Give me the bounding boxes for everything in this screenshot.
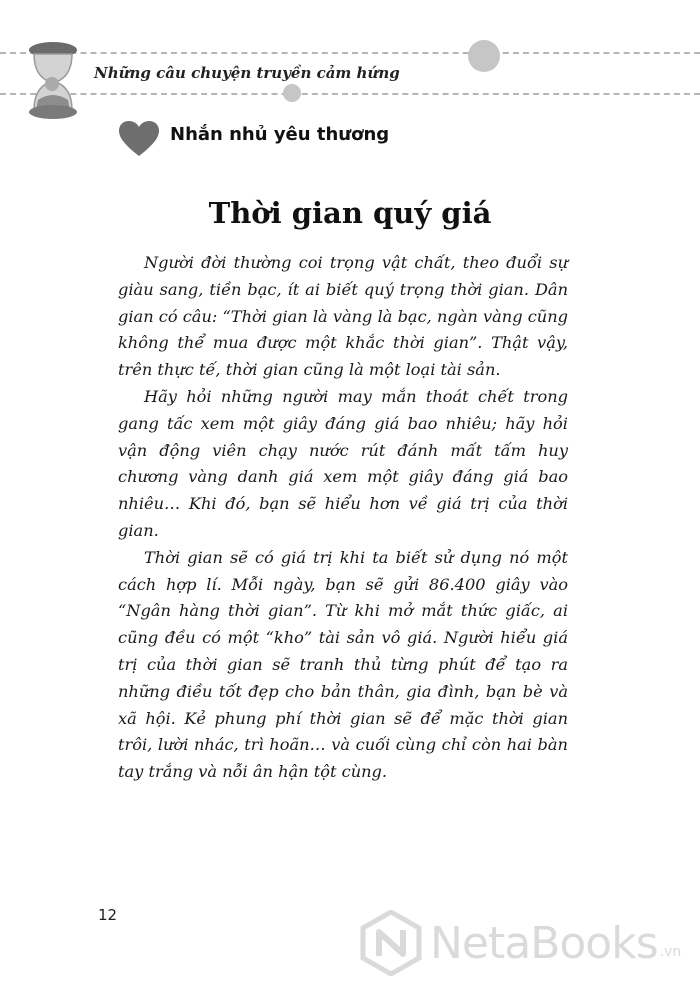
- header-dashed-line-bottom: [0, 93, 700, 95]
- story-body: [118, 250, 568, 786]
- header-dashed-line-top: [0, 52, 700, 54]
- paragraph: Hãy hỏi những người may mắn thoát chết trong gang tấc xem một giây đáng giá bao nhiêu; hãy hỏi vận động viên chạy nước rút đánh mất tấm huy chương vàng danh giá xem một giây đáng giá bao nhiêu… Khi đó, bạn sẽ hiểu hơn về giá trị của thời gian.: [118, 386, 568, 540]
- watermark-brand: NetaBooks: [430, 917, 658, 969]
- header-decor-circle-large: [468, 40, 500, 72]
- section-title: Nhắn nhủ yêu thương: [170, 124, 390, 145]
- netabooks-logo-icon: [360, 910, 422, 976]
- paragraph: Người đời thường coi trọng vật chất, theo đuổi sự giàu sang, tiền bạc, ít ai biết quý trọng thời gian. Dân gian có câu: “Thời gian là vàng là bạc, ngàn vàng cũng không thể mua được một khắc thời gian”. Thật vậy, trên thực tế, thời gian cũng là một loại tài sản.: [118, 253, 568, 380]
- header-decor-circle-small: [283, 84, 301, 102]
- heart-icon: [118, 120, 160, 158]
- series-title: Những câu chuyện truyền cảm hứng: [94, 64, 400, 82]
- story-title: Thời gian quý giá: [208, 196, 492, 230]
- hourglass-icon: [28, 40, 78, 120]
- paragraph: Thời gian sẽ có giá trị khi ta biết sử dụng nó một cách hợp lí. Mỗi ngày, bạn sẽ gửi 86.400 giây vào “Ngân hàng thời gian”. Từ khi mở mắt thức giấc, ai cũng đều có một “kho” tài sản vô giá. Người hiểu giá trị của thời gian sẽ tranh thủ từng phút để tạo ra những điều tốt đẹp cho bản thân, gia đình, bạn bè và xã hội. Kẻ phung phí thời gian sẽ để mặc thời gian trôi, lười nhác, trì hoãn… và cuối cùng chỉ còn hai bàn tay trắng và nỗi ân hận tột cùng.: [118, 547, 568, 782]
- page-number: 12: [98, 906, 118, 924]
- watermark: [360, 908, 690, 978]
- watermark-domain: .vn: [659, 944, 682, 960]
